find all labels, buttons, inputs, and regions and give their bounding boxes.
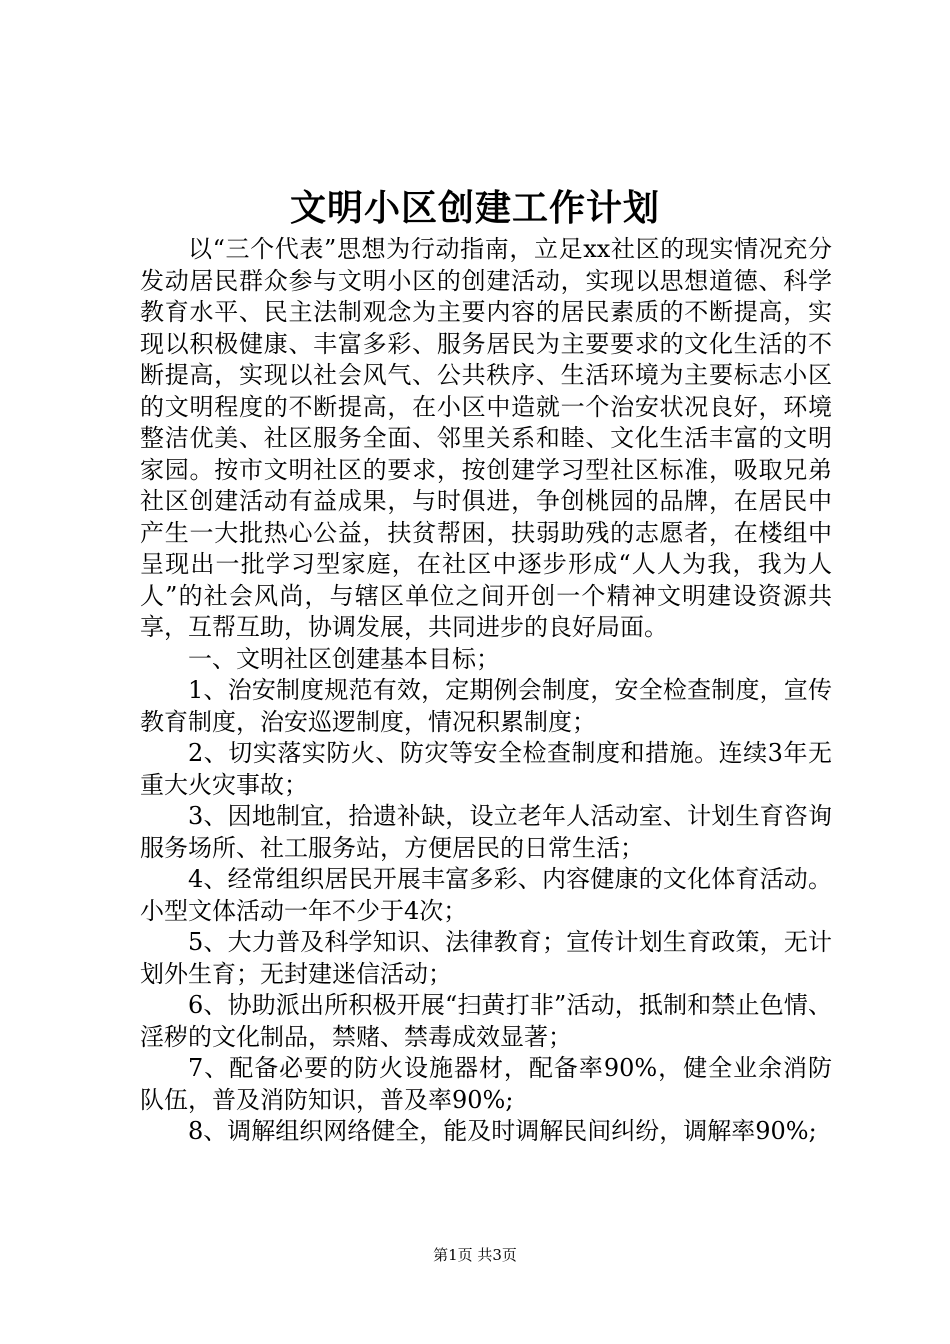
goal-item-3: 3、因地制宜，拾遗补缺，设立老年人活动室、计划生育咨询服务场所、社工服务站，方便居民的日常生活；	[140, 802, 832, 862]
goal-item-2: 2、切实落实防火、防灾等安全检查制度和措施。连续3年无重大火灾事故；	[140, 739, 832, 799]
document-title: 文明小区创建工作计划	[289, 187, 660, 229]
goal-item-1: 1、治安制度规范有效，定期例会制度，安全检查制度，宣传教育制度，治安巡逻制度，情况积累制度；	[140, 676, 832, 736]
goal-item-5: 5、大力普及科学知识、法律教育；宣传计划生育政策，无计划外生育；无封建迷信活动；	[140, 928, 832, 988]
goal-item-6: 6、协助派出所积极开展“扫黄打非”活动，抵制和禁止色情、淫秽的文化制品，禁赌、禁毒成效显著；	[140, 991, 832, 1051]
goal-item-8: 8、调解组织网络健全，能及时调解民间纠纷，调解率90%;	[188, 1117, 817, 1145]
goal-item-4: 4、经常组织居民开展丰富多彩、内容健康的文化体育活动。小型文体活动一年不少于4次；	[140, 865, 832, 925]
page-number-footer: 第1页 共3页	[433, 1246, 517, 1264]
section-heading-goals: 一、文明社区创建基本目标；	[188, 644, 500, 673]
document-body	[140, 234, 832, 1148]
goal-item-7: 7、配备必要的防火设施器材，配备率90%，健全业余消防队伍，普及消防知识，普及率90%;	[140, 1054, 832, 1114]
intro-paragraph: 以“三个代表”思想为行动指南，立足xx社区的现实情况充分发动居民群众参与文明小区的创建活动，实现以思想道德、科学教育水平、民主法制观念为主要内容的居民素质的不断提高，实现以积极健康、丰富多彩、服务居民为主要要求的文化生活的不断提高，实现以社会风气、公共秩序、生活环境为主要标志小区的文明程度的不断提高，在小区中造就一个治安状况良好，环境整洁优美、社区服务全面、邻里关系和睦、文化生活丰富的文明家园。按市文明社区的要求，按创建学习型社区标准，吸取兄弟社区创建活动有益成果，与时俱进，争创桃园的品牌，在居民中产生一大批热心公益，扶贫帮困，扶弱助残的志愿者，在楼组中呈现出一批学习型家庭，在社区中逐步形成“人人为我，我为人人”的社会风尚，与辖区单位之间开创一个精神文明建设资源共享，互帮互助，协调发展，共同进步的良好局面。	[140, 235, 832, 641]
